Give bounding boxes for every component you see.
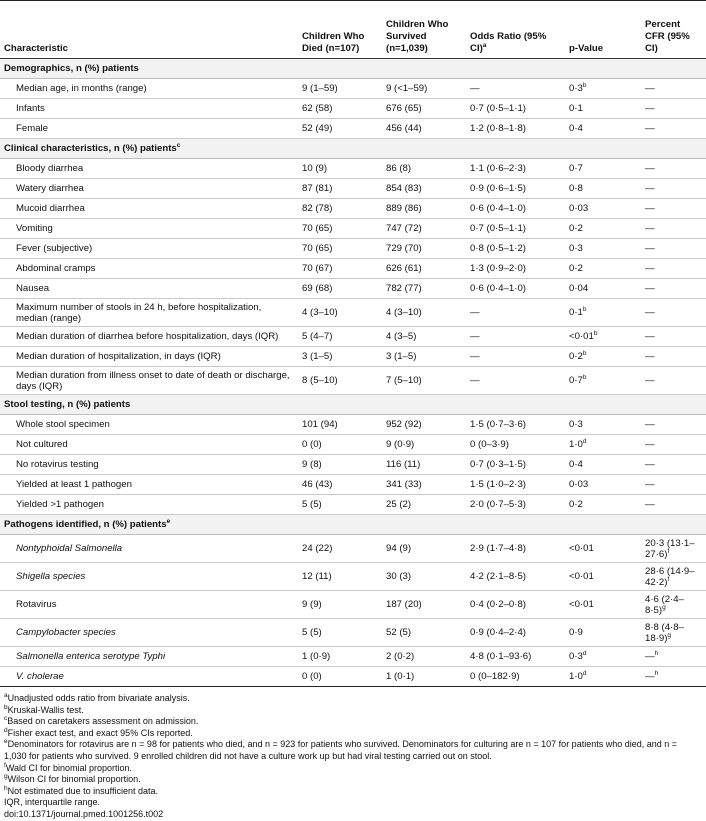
p-value-text: 0·3 [569,418,583,430]
table-body [0,59,706,687]
abbreviation-note: IQR, interquartile range. [4,797,101,808]
cell-odds-ratio: 1·2 (0·8–1·8) [466,119,565,139]
cell-odds-ratio: 0·9 (0·6–1·5) [466,179,565,199]
cfr-text: — [645,650,655,662]
p-value-text: <0·01 [569,543,594,554]
cfr-text: — [645,498,655,510]
cell-died: 9 (9) [298,591,382,619]
row-label: Rotavirus [0,591,298,619]
cell-p-value [565,475,641,495]
footnote-text: Wilson CI for binomial proportion. [7,774,141,785]
cell-died: 87 (81) [298,179,382,199]
row-label: No rotavirus testing [0,455,298,475]
cfr-footnote-mark: h [654,669,659,677]
cell-p-value [565,239,641,259]
cfr-footnote-mark: g [662,603,666,611]
footnote [4,774,702,786]
cell-odds-ratio: 0·7 (0·5–1·1) [466,219,565,239]
table-row [0,239,706,259]
footnote [4,716,702,728]
cell-survived: 341 (33) [382,475,466,495]
cell-p-value [565,495,641,515]
cell-died: 0 (0) [298,435,382,455]
p-value-text: 0·1 [569,307,583,318]
cell-p-value [565,563,641,591]
p-value-text: 0·3 [569,82,583,94]
cell-cfr [641,279,706,299]
p-value-footnote-mark: d [582,669,587,677]
row-label: Yielded at least 1 pathogen [0,475,298,495]
cfr-text: — [645,122,655,134]
p-value-footnote-mark: b [582,305,587,313]
cell-died: 5 (5) [298,619,382,647]
cfr-text: — [645,670,655,682]
cfr-text: 28·6 (14·9–42·2) [645,565,695,588]
cell-survived: 4 (3–10) [382,299,466,327]
footnote-mark: e [4,738,8,746]
row-label: Maximum number of stools in 24 h, before hospitalization, median (range) [0,299,298,327]
cell-p-value [565,99,641,119]
table-row [0,367,706,395]
cell-cfr [641,367,706,395]
cell-survived: 729 (70) [382,239,466,259]
cell-cfr [641,219,706,239]
cfr-text: 8·8 (4·8–18·9) [645,621,684,644]
table-row [0,647,706,667]
row-label: Vomiting [0,219,298,239]
cell-survived: 4 (3–5) [382,327,466,347]
row-label: Yielded >1 pathogen [0,495,298,515]
cell-odds-ratio: 1·3 (0·9–2·0) [466,259,565,279]
table-row [0,79,706,99]
row-label: Median duration of diarrhea before hospitalization, days (IQR) [0,327,298,347]
cell-p-value [565,347,641,367]
cell-odds-ratio: 1·1 (0·6–2·3) [466,159,565,179]
cell-died: 4 (3–10) [298,299,382,327]
cell-survived: 952 (92) [382,415,466,435]
cell-odds-ratio: 1·5 (0·7–3·6) [466,415,565,435]
p-value-footnote-mark: b [582,349,587,357]
cell-p-value [565,455,641,475]
cell-odds-ratio: — [466,367,565,395]
cell-cfr [641,591,706,619]
section-header-row [0,59,706,79]
row-label: Infants [0,99,298,119]
table-row [0,119,706,139]
cell-cfr [641,535,706,563]
cell-survived: 25 (2) [382,495,466,515]
cell-survived: 676 (65) [382,99,466,119]
section-title [0,59,706,79]
p-value-footnote-mark: d [582,437,587,445]
row-label: Mucoid diarrhea [0,199,298,219]
cell-survived: 52 (5) [382,619,466,647]
p-value-text: 0·2 [569,262,583,274]
footnote-text: Kruskal-Wallis test. [7,704,84,715]
footnote-text: Based on caretakers assessment on admission. [7,716,199,727]
cfr-text: — [645,102,655,114]
footnote-mark: h [4,784,8,792]
p-value-text: 1·0 [569,438,583,450]
cell-survived: 2 (0·2) [382,647,466,667]
cell-odds-ratio: — [466,327,565,347]
cell-survived: 854 (83) [382,179,466,199]
cfr-text: — [645,202,655,214]
cell-odds-ratio: 0·7 (0·3–1·5) [466,455,565,475]
footnote [4,739,702,762]
doi-line: doi:10.1371/journal.pmed.1001256.t002 [4,808,164,819]
cell-p-value [565,591,641,619]
cell-p-value [565,327,641,347]
cfr-text: — [645,307,655,318]
cell-p-value [565,299,641,327]
table-footnotes [0,687,706,821]
cell-died: 101 (94) [298,415,382,435]
table-row [0,327,706,347]
cell-cfr [641,259,706,279]
row-label: Campylobacter species [0,619,298,647]
header-died: Children Who Died (n=107) [298,1,382,59]
cell-odds-ratio: 2·0 (0·7–5·3) [466,495,565,515]
table-row [0,667,706,687]
section-title-text: Demographics, n (%) patients [4,62,139,74]
cell-p-value [565,667,641,687]
footnote-mark: f [4,761,6,769]
cell-died: 5 (5) [298,495,382,515]
section-title [0,515,706,535]
cell-died: 5 (4–7) [298,327,382,347]
cell-p-value [565,435,641,455]
cell-odds-ratio: 0·6 (0·4–1·0) [466,279,565,299]
cell-odds-ratio: — [466,79,565,99]
cell-survived: 7 (5–10) [382,367,466,395]
footnote-text: Not estimated due to insufficient data. [7,785,159,796]
cell-died: 46 (43) [298,475,382,495]
cell-p-value [565,179,641,199]
cell-odds-ratio: 1·5 (1·0–2·3) [466,475,565,495]
section-title [0,139,706,159]
table-row [0,199,706,219]
section-header-row [0,395,706,415]
cell-cfr [641,179,706,199]
header-odds-ratio-text: Odds Ratio (95% CI) [470,31,547,54]
p-value-footnote-mark: b [593,329,598,337]
p-value-text: 0·2 [569,222,583,234]
cfr-footnote-mark: f [667,547,670,555]
p-value-text: 0·1 [569,102,583,114]
cell-died: 1 (0·9) [298,647,382,667]
table-row [0,619,706,647]
table-row [0,535,706,563]
p-value-text: 0·3 [569,242,583,254]
cell-died: 12 (11) [298,563,382,591]
cell-odds-ratio: 0·6 (0·4–1·0) [466,199,565,219]
cfr-text: — [645,182,655,194]
cell-survived: 626 (61) [382,259,466,279]
cell-died: 9 (8) [298,455,382,475]
cfr-text: — [645,82,655,94]
row-label: Abdominal cramps [0,259,298,279]
p-value-text: 0·4 [569,458,583,470]
cell-died: 70 (67) [298,259,382,279]
cell-odds-ratio: 0·8 (0·5–1·2) [466,239,565,259]
footnote [4,705,702,717]
cell-p-value [565,119,641,139]
p-value-text: <0·01 [569,330,594,342]
table-row [0,455,706,475]
table-header-row [0,1,706,59]
cell-survived: 116 (11) [382,455,466,475]
table-row [0,259,706,279]
table-row [0,279,706,299]
cell-odds-ratio: 0·7 (0·5–1·1) [466,99,565,119]
cfr-text: — [645,222,655,234]
p-value-footnote-mark: b [582,81,587,89]
table-row [0,299,706,327]
footnote-text: Wald CI for binomial proportion. [5,762,133,773]
cell-odds-ratio: 0·9 (0·4–2·4) [466,619,565,647]
footnote-mark: a [4,692,8,699]
cell-odds-ratio: 0·4 (0·2–0·8) [466,591,565,619]
row-label: Not cultured [0,435,298,455]
cell-died: 70 (65) [298,219,382,239]
cell-p-value [565,367,641,395]
cell-odds-ratio: 4·2 (2·1–8·5) [466,563,565,591]
row-label: Median duration of hospitalization, in days (IQR) [0,347,298,367]
cfr-text: — [645,162,655,174]
cfr-text: — [645,418,655,430]
row-label: Nontyphoidal Salmonella [0,535,298,563]
cell-cfr [641,299,706,327]
p-value-footnote-mark: d [582,649,587,657]
cell-cfr [641,563,706,591]
cell-survived: 9 (0·9) [382,435,466,455]
row-label: Nausea [0,279,298,299]
cell-odds-ratio: 0 (0–182·9) [466,667,565,687]
row-label: Fever (subjective) [0,239,298,259]
p-value-text: 0·4 [569,122,583,134]
cell-survived: 747 (72) [382,219,466,239]
cell-cfr [641,327,706,347]
row-label: Shigella species [0,563,298,591]
table-row [0,415,706,435]
p-value-text: <0·01 [569,571,594,582]
footnote-text: Unadjusted odds ratio from bivariate analysis. [7,693,190,703]
header-odds-ratio [466,1,565,59]
cell-cfr [641,667,706,687]
p-value-text: 0·2 [569,498,583,510]
cell-cfr [641,455,706,475]
cell-cfr [641,647,706,667]
cfr-text: — [645,375,655,386]
cell-survived: 9 (<1–59) [382,79,466,99]
cell-died: 70 (65) [298,239,382,259]
cell-died: 62 (58) [298,99,382,119]
section-title-text: Pathogens identified, n (%) patients [4,518,167,530]
table-row [0,563,706,591]
cell-died: 69 (68) [298,279,382,299]
cell-died: 0 (0) [298,667,382,687]
footnote-mark: b [4,703,8,711]
cfr-text: — [645,262,655,274]
footnote-mark: c [4,715,8,723]
cell-died: 52 (49) [298,119,382,139]
p-value-text: 0·8 [569,182,583,194]
cell-p-value [565,259,641,279]
section-footnote-mark: e [166,517,171,525]
section-footnote-mark: c [176,141,181,149]
footnote-mark: g [4,773,8,781]
row-label: Bloody diarrhea [0,159,298,179]
table-row [0,591,706,619]
cell-p-value [565,647,641,667]
p-value-text: <0·01 [569,599,594,610]
cell-p-value [565,159,641,179]
footnote [4,786,702,798]
cfr-text: 4·6 (2·4–8·5) [645,593,684,616]
cell-p-value [565,199,641,219]
cfr-text: — [645,242,655,254]
p-value-text: 0·03 [569,478,589,490]
cell-p-value [565,619,641,647]
cell-died: 10 (9) [298,159,382,179]
cell-survived: 94 (9) [382,535,466,563]
cell-died: 82 (78) [298,199,382,219]
footnote-text: Fisher exact test, and exact 95% CIs reported. [7,727,193,738]
p-value-text: 0·03 [569,202,589,214]
header-odds-ratio-footnote-mark: a [482,41,487,49]
cell-p-value [565,415,641,435]
cell-survived: 86 (8) [382,159,466,179]
header-p-value: p-Value [565,1,641,59]
section-title [0,395,706,415]
cfr-footnote-mark: g [667,631,672,639]
table-row [0,99,706,119]
p-value-text: 0·9 [569,627,583,638]
cell-cfr [641,347,706,367]
p-value-text: 0·2 [569,350,583,362]
cfr-text: — [645,350,655,362]
row-label: Female [0,119,298,139]
cell-died: 24 (22) [298,535,382,563]
table-row [0,219,706,239]
cfr-footnote-mark: f [667,575,670,583]
cell-odds-ratio: 2·9 (1·7–4·8) [466,535,565,563]
cell-p-value [565,219,641,239]
cell-died: 9 (1–59) [298,79,382,99]
table-row [0,347,706,367]
table-row [0,495,706,515]
cfr-footnote-mark: h [654,649,659,657]
cell-odds-ratio: — [466,299,565,327]
header-characteristic: Characteristic [0,1,298,59]
cell-cfr [641,99,706,119]
cell-survived: 782 (77) [382,279,466,299]
cell-survived: 1 (0·1) [382,667,466,687]
cfr-text: — [645,458,655,470]
cell-survived: 30 (3) [382,563,466,591]
row-label: Salmonella enterica serotype Typhi [0,647,298,667]
p-value-text: 0·7 [569,162,583,174]
cell-survived: 889 (86) [382,199,466,219]
row-label: Whole stool specimen [0,415,298,435]
cell-cfr [641,475,706,495]
cell-cfr [641,415,706,435]
section-title-text: Clinical characteristics, n (%) patients [4,142,177,154]
cell-survived: 456 (44) [382,119,466,139]
section-header-row [0,515,706,535]
cell-odds-ratio: 4·8 (0·1–93·6) [466,647,565,667]
row-label: Median age, in months (range) [0,79,298,99]
footnote-text: Denominators for rotavirus are n = 98 for patients who died, and n = 923 for patients who survived. Denominators for culturing are n = 107 for patients who died, and n = 1,030 for patients who survived. 9 enrolled children did not have a culture work up but had viral testing carried out on stool. [4,739,678,761]
cell-odds-ratio: — [466,347,565,367]
table-row [0,179,706,199]
p-value-text: 0·7 [569,375,583,386]
footnote-mark: d [4,726,8,734]
cell-cfr [641,159,706,179]
cell-cfr [641,239,706,259]
row-label: V. cholerae [0,667,298,687]
cfr-text: — [645,282,655,294]
table-row [0,159,706,179]
cell-cfr [641,619,706,647]
cfr-text: 20·3 (13·1–27·6) [645,537,695,560]
cell-p-value [565,279,641,299]
footnote [4,763,702,775]
cfr-text: — [645,438,655,450]
cell-cfr [641,119,706,139]
p-value-text: 0·3 [569,650,583,662]
cfr-text: — [645,330,655,342]
footnote [4,728,702,740]
cell-died: 3 (1–5) [298,347,382,367]
row-label: Median duration from illness onset to date of death or discharge, days (IQR) [0,367,298,395]
p-value-footnote-mark: b [582,373,587,381]
header-cfr: Percent CFR (95% CI) [641,1,706,59]
cell-cfr [641,199,706,219]
section-header-row [0,139,706,159]
header-survived: Children Who Survived (n=1,039) [382,1,466,59]
table-row [0,435,706,455]
p-value-text: 1·0 [569,670,583,682]
cell-p-value [565,535,641,563]
cell-cfr [641,495,706,515]
cell-cfr [641,435,706,455]
row-label: Watery diarrhea [0,179,298,199]
cell-survived: 187 (20) [382,591,466,619]
p-value-text: 0·04 [569,282,589,294]
cell-died: 8 (5–10) [298,367,382,395]
cfr-text: — [645,478,655,490]
footnote [4,693,702,705]
cell-odds-ratio: 0 (0–3·9) [466,435,565,455]
cell-p-value [565,79,641,99]
section-title-text: Stool testing, n (%) patients [4,398,131,410]
cell-cfr [641,79,706,99]
cell-survived: 3 (1–5) [382,347,466,367]
table-row [0,475,706,495]
